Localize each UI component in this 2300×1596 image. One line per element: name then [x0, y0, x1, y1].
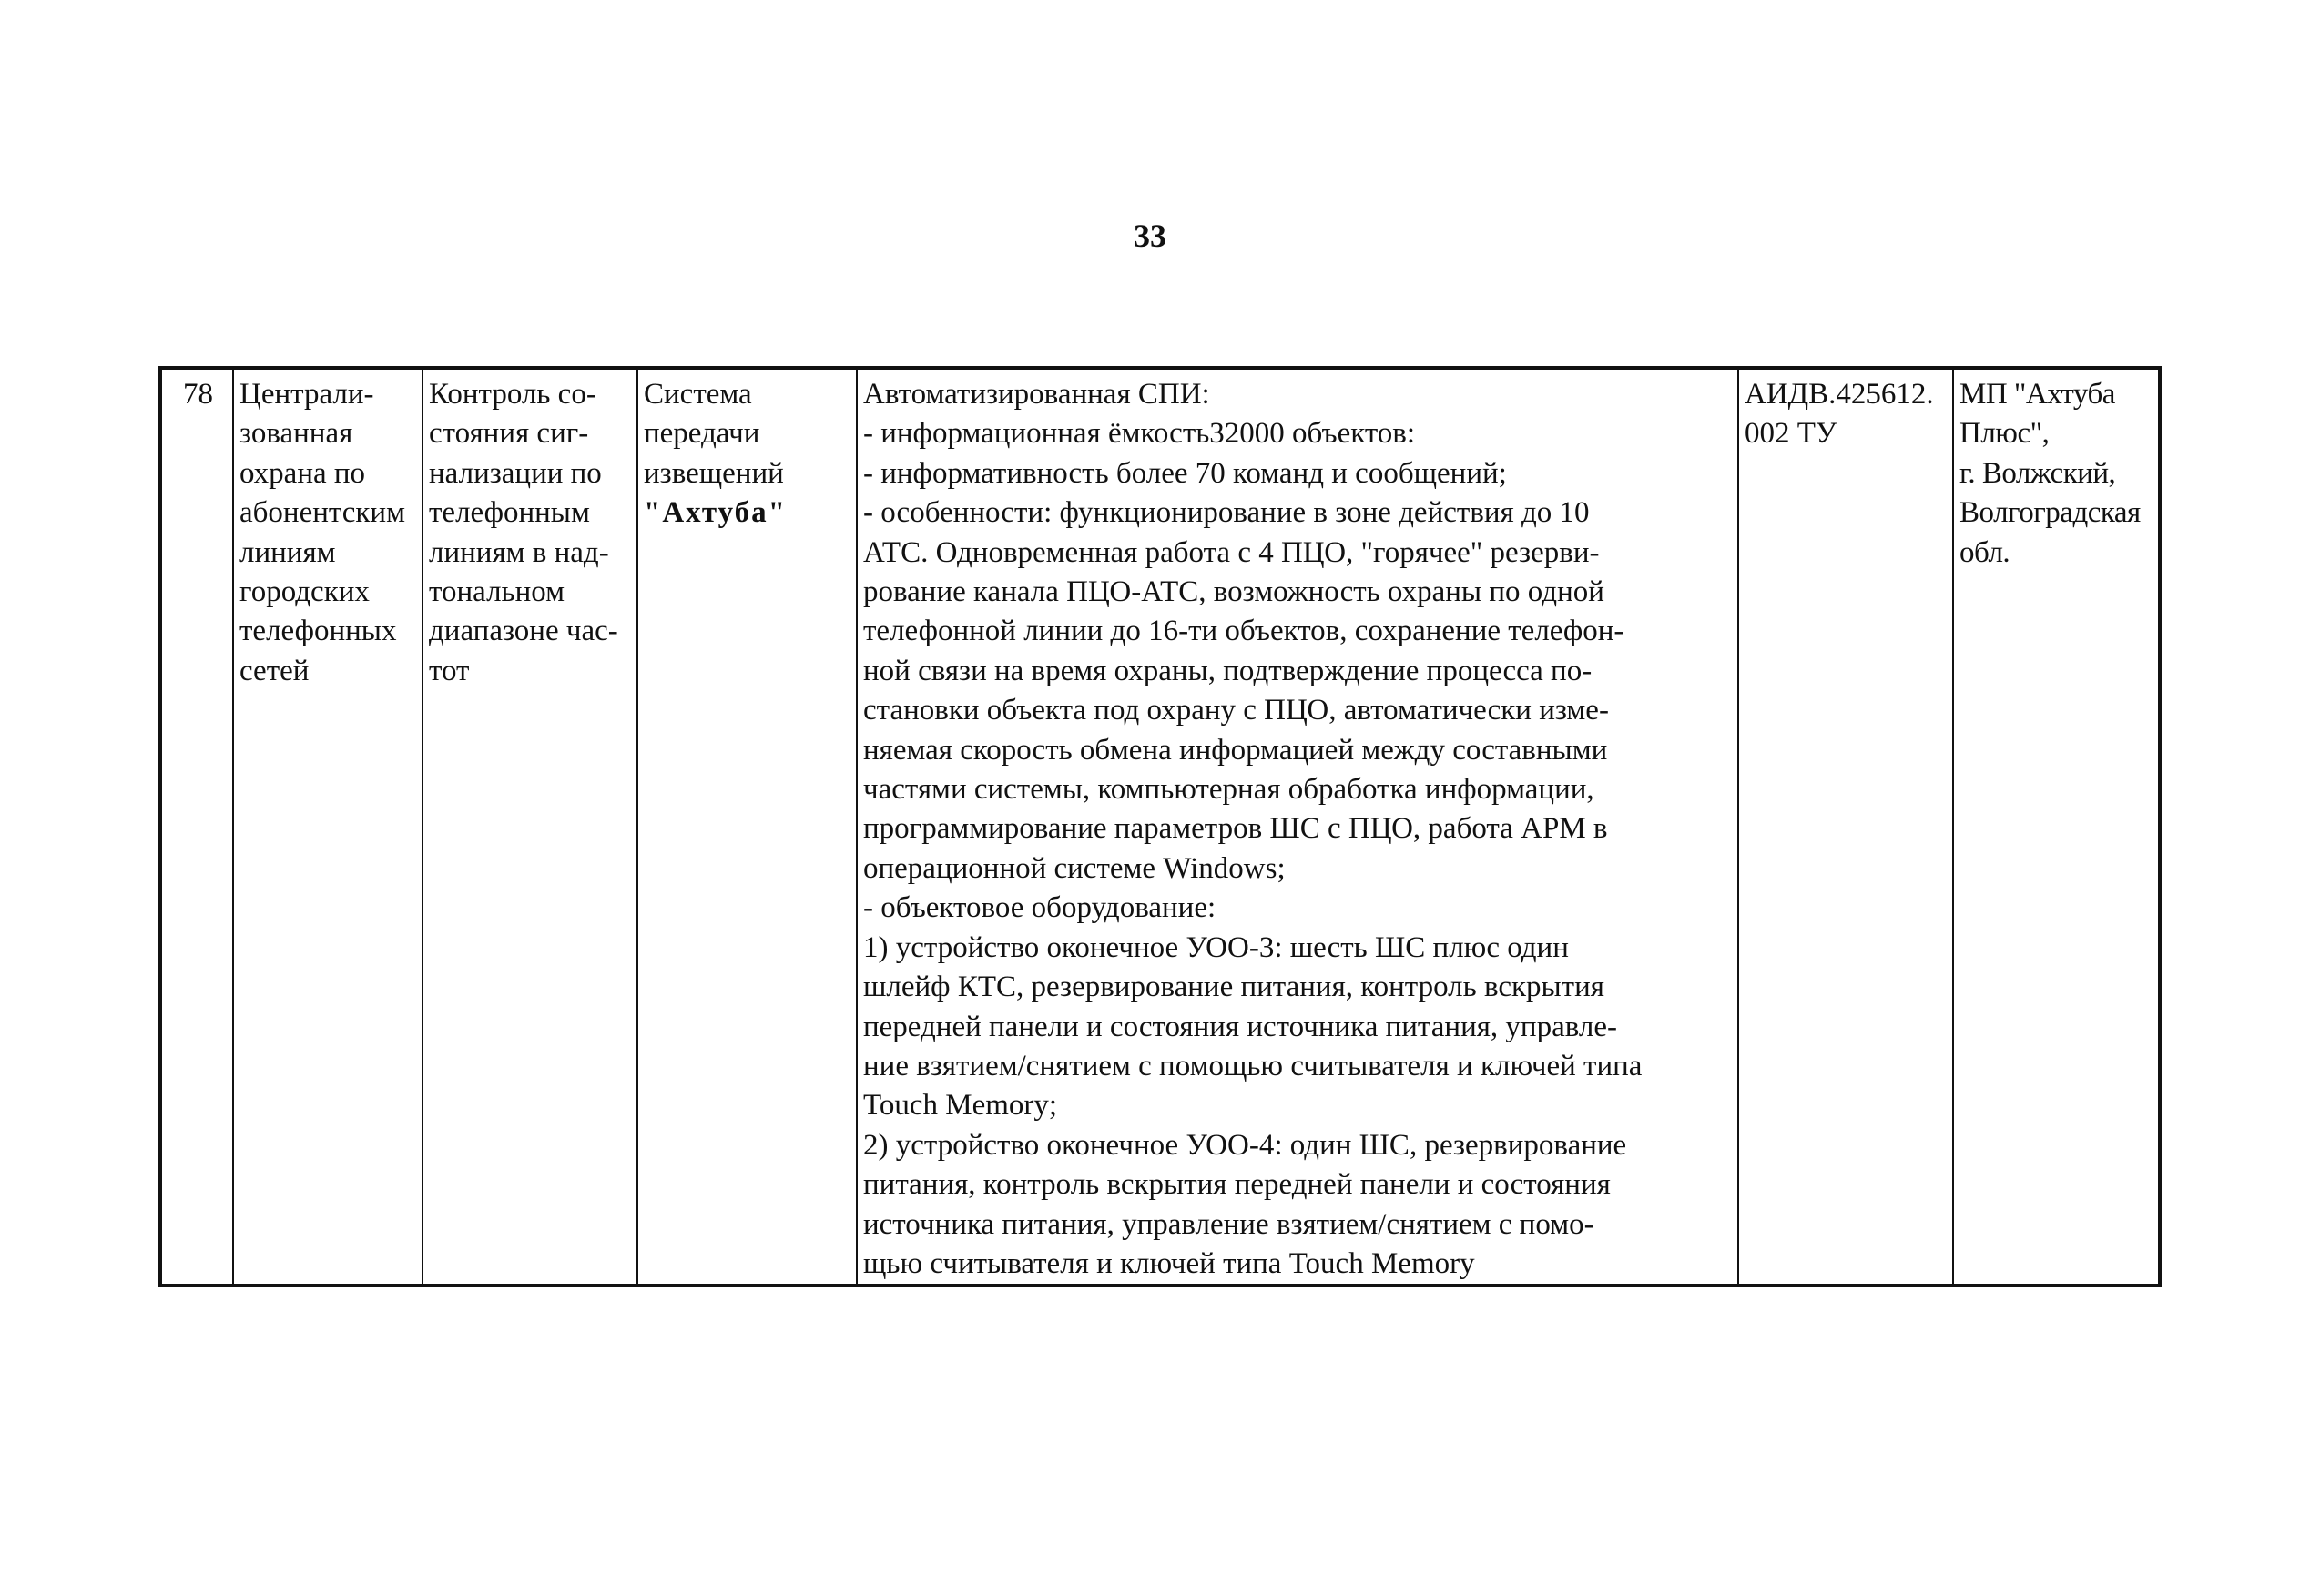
system-type-text: Система передачи извещений [644, 378, 784, 490]
function-text: Контроль со- стояния сиг- нализации по телефонным линиям в над- тональном диапазоне час- тот [429, 378, 618, 687]
manufacturer-cell [1953, 368, 2160, 1286]
protected-object-text: Централи- зованная охрана по абонентским линиям городских телефонных сетей [239, 378, 405, 687]
equipment-table [158, 366, 2162, 1287]
specification-cell [1738, 368, 1953, 1286]
system-name-cell [637, 368, 857, 1286]
protected-object-cell [233, 368, 422, 1286]
page-number: 33 [1134, 218, 1166, 254]
system-name-text: "Ахтуба" [644, 496, 787, 530]
function-cell [422, 368, 637, 1286]
description-text: Автоматизированная СПИ: - информационная ёмкость32000 объектов: - информативность более 70 команд и сообщений; - особенности: функционирование в зоне действия до 10 АТС. Одновременная работа с 4 ПЦО, "горячее" резерви- рование канала ПЦО-АТС, возможность охраны по одной телефонной линии до 16-ти объектов, сохранение телефон- ной связи на время охраны, подтверждение процесса по- становки объекта под охрану с ПЦО, автоматически изме- няемая скорость обмена информацией между составными частями системы, компьютерная обработка информации, программирование параметров ШС с ПЦО, работа АРМ в операционной системе Windows; - объектовое оборудование: 1) устройство оконечное УОО-3: шесть ШС плюс один шлейф КТС, резервирование питания, контроль вскрытия передней панели и состояния источника питания, управле- ние взятием/снятием с помощью считывателя и ключей типа Touch Memory; 2) устройство оконечное УОО-4: один ШС, резервирование питания, контроль вскрытия передней панели и состояния источника питания, управление взятием/снятием с помо- щью считывателя и ключей типа Touch Memory [863, 378, 1643, 1280]
specification-text: АИДВ.425612. 002 ТУ [1745, 378, 1934, 451]
table-row [160, 368, 2160, 1286]
manufacturer-text: МП "Ахтуба Плюс", г. Волжский, Волгоградская обл. [1959, 378, 2141, 569]
description-cell [857, 368, 1738, 1286]
row-number-cell [160, 368, 233, 1286]
row-number: 78 [183, 378, 213, 411]
